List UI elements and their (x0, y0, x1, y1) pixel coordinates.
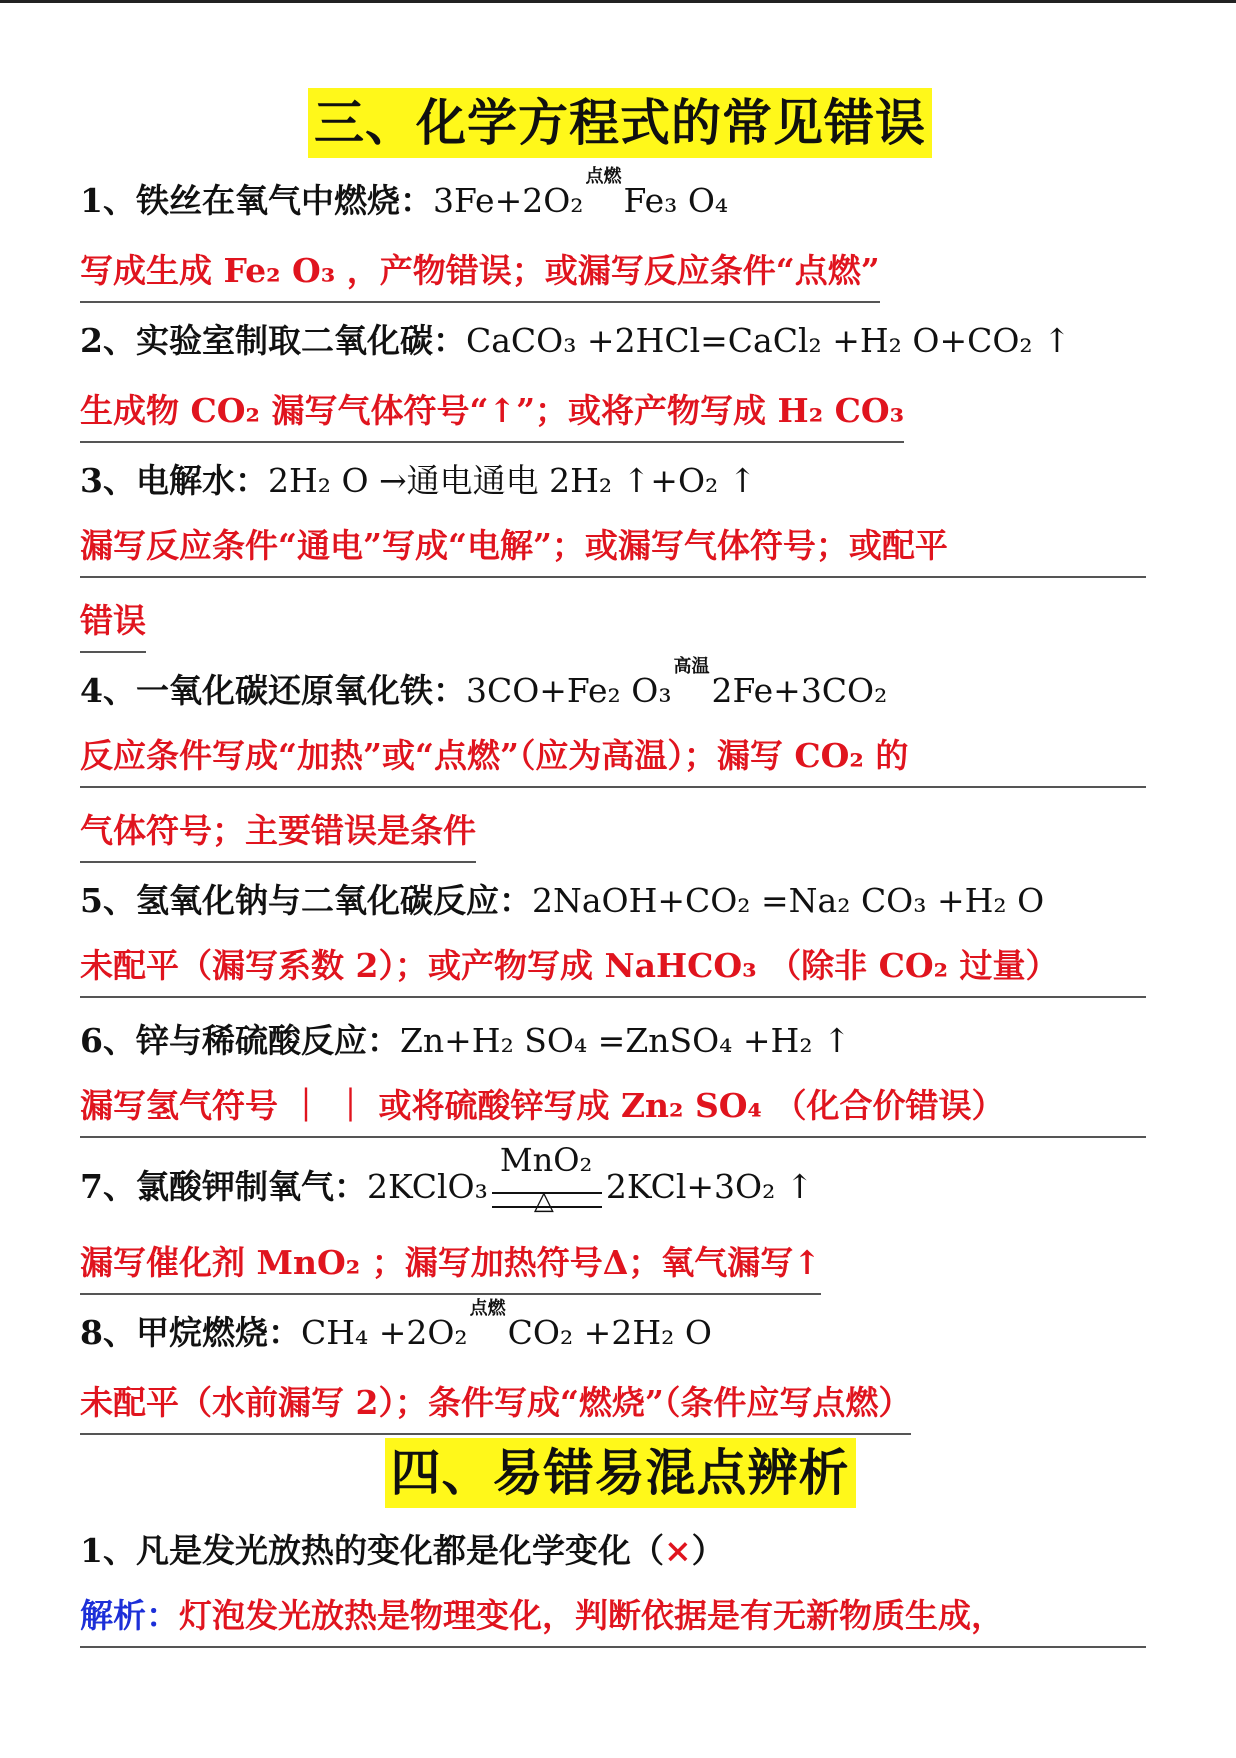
item-3-question (80, 446, 1160, 516)
item-1-error: 写成生成 Fe₂ O₃ ，产物错误；或漏写反应条件“点燃” (80, 241, 880, 303)
item-2-error: 生成物 CO₂ 漏写气体符号“↑”；或将产物写成 H₂ CO₃ (80, 381, 904, 443)
section4-title: 四、易错易混点辨析 (385, 1438, 856, 1508)
item-7-error: 漏写催化剂 MnO₂ ；漏写加热符号Δ；氧气漏写↑ (80, 1233, 821, 1295)
item-7-question (80, 1141, 1160, 1228)
item-3-prefix: 3、电解水： (80, 461, 268, 500)
item-1-condition: 点燃 (585, 166, 622, 187)
item-4-prefix: 4、一氧化碳还原氧化铁： (80, 671, 466, 710)
analysis-label: 解析： (80, 1596, 179, 1635)
item-6-error: 漏写氢气符号 ｜ ｜ 或将硫酸锌写成 Zn₂ SO₄ （化合价错误） (80, 1076, 1146, 1138)
item-4-eq-right: 2Fe+3CO₂ (711, 671, 888, 710)
section3-title: 三、化学方程式的常见错误 (308, 88, 932, 158)
item-7-eq-right: 2KCl+3O₂ ↑ (605, 1167, 814, 1206)
item-1-prefix: 1、铁丝在氧气中燃烧： (80, 181, 433, 220)
item-6-prefix: 6、锌与稀硫酸反应： (80, 1021, 400, 1060)
item-4-error-line1: 反应条件写成“加热”或“点燃”（应为高温）；漏写 CO₂ 的 (80, 726, 1146, 788)
s4-item-1-end: ） (691, 1531, 725, 1570)
item-6-equation: Zn+H₂ SO₄ =ZnSO₄ +H₂ ↑ (399, 1021, 851, 1060)
item-7-prefix: 7、氯酸钾制氧气： (80, 1167, 367, 1206)
item-2-question (80, 306, 1160, 376)
item-1-eq-right: Fe₃ O₄ (623, 181, 729, 220)
item-4-condition: 高温 (673, 656, 710, 677)
heat-triangle-icon: △ (533, 1186, 554, 1216)
analysis-text: 灯泡发光放热是物理变化，判断依据是有无新物质生成， (179, 1596, 1004, 1635)
item-2-equation: CaCO₃ +2HCl=CaCl₂ +H₂ O+CO₂ ↑ (465, 321, 1071, 360)
item-3-error-line2: 错误 (80, 591, 146, 653)
s4-item-1-question (80, 1516, 1160, 1586)
item-1-question (80, 166, 1160, 236)
item-1-eq-left: 3Fe+2O₂ (432, 181, 584, 220)
item-6-question (80, 1006, 1160, 1076)
item-5-prefix: 5、氢氧化钠与二氧化碳反应： (80, 881, 532, 920)
item-5-question (80, 866, 1160, 936)
item-4-error-line2: 气体符号；主要错误是条件 (80, 801, 476, 863)
item-5-equation: 2NaOH+CO₂ =Na₂ CO₃ +H₂ O (531, 881, 1045, 920)
item-8-condition: 点燃 (469, 1298, 506, 1319)
item-8-prefix: 8、甲烷燃烧： (80, 1313, 301, 1352)
item-3-error-line1: 漏写反应条件“通电”写成“电解”；或漏写气体符号；或配平 (80, 516, 1146, 578)
item-8-error: 未配平（水前漏写 2）；条件写成“燃烧”（条件应写点燃） (80, 1373, 911, 1435)
document-page (80, 88, 1160, 1656)
section4-heading-wrap (80, 1438, 1160, 1516)
item-2-prefix: 2、实验室制取二氧化碳： (80, 321, 466, 360)
item-4-question (80, 656, 1160, 726)
item-7-catalyst-arrow (492, 1141, 602, 1224)
item-4-eq-left: 3CO+Fe₂ O₃ (465, 671, 672, 710)
item-8-question (80, 1298, 1160, 1368)
top-border (0, 0, 1236, 3)
item-3-equation: 2H₂ O →通电通电 2H₂ ↑+O₂ ↑ (267, 461, 757, 500)
section3-heading-wrap (80, 88, 1160, 166)
item-8-eq-right: CO₂ +2H₂ O (507, 1313, 712, 1352)
item-7-catalyst: MnO₂ (499, 1141, 593, 1179)
s4-item-1-text: 1、凡是发光放热的变化都是化学变化（ (80, 1531, 664, 1570)
item-5-error: 未配平（漏写系数 2）；或产物写成 NaHCO₃ （除非 CO₂ 过量） (80, 936, 1146, 998)
cross-mark-icon: × (663, 1531, 692, 1570)
item-7-eq-left: 2KClO₃ (366, 1167, 488, 1206)
s4-item-1-analysis-line (80, 1586, 1146, 1648)
item-8-eq-left: CH₄ +2O₂ (300, 1313, 468, 1352)
